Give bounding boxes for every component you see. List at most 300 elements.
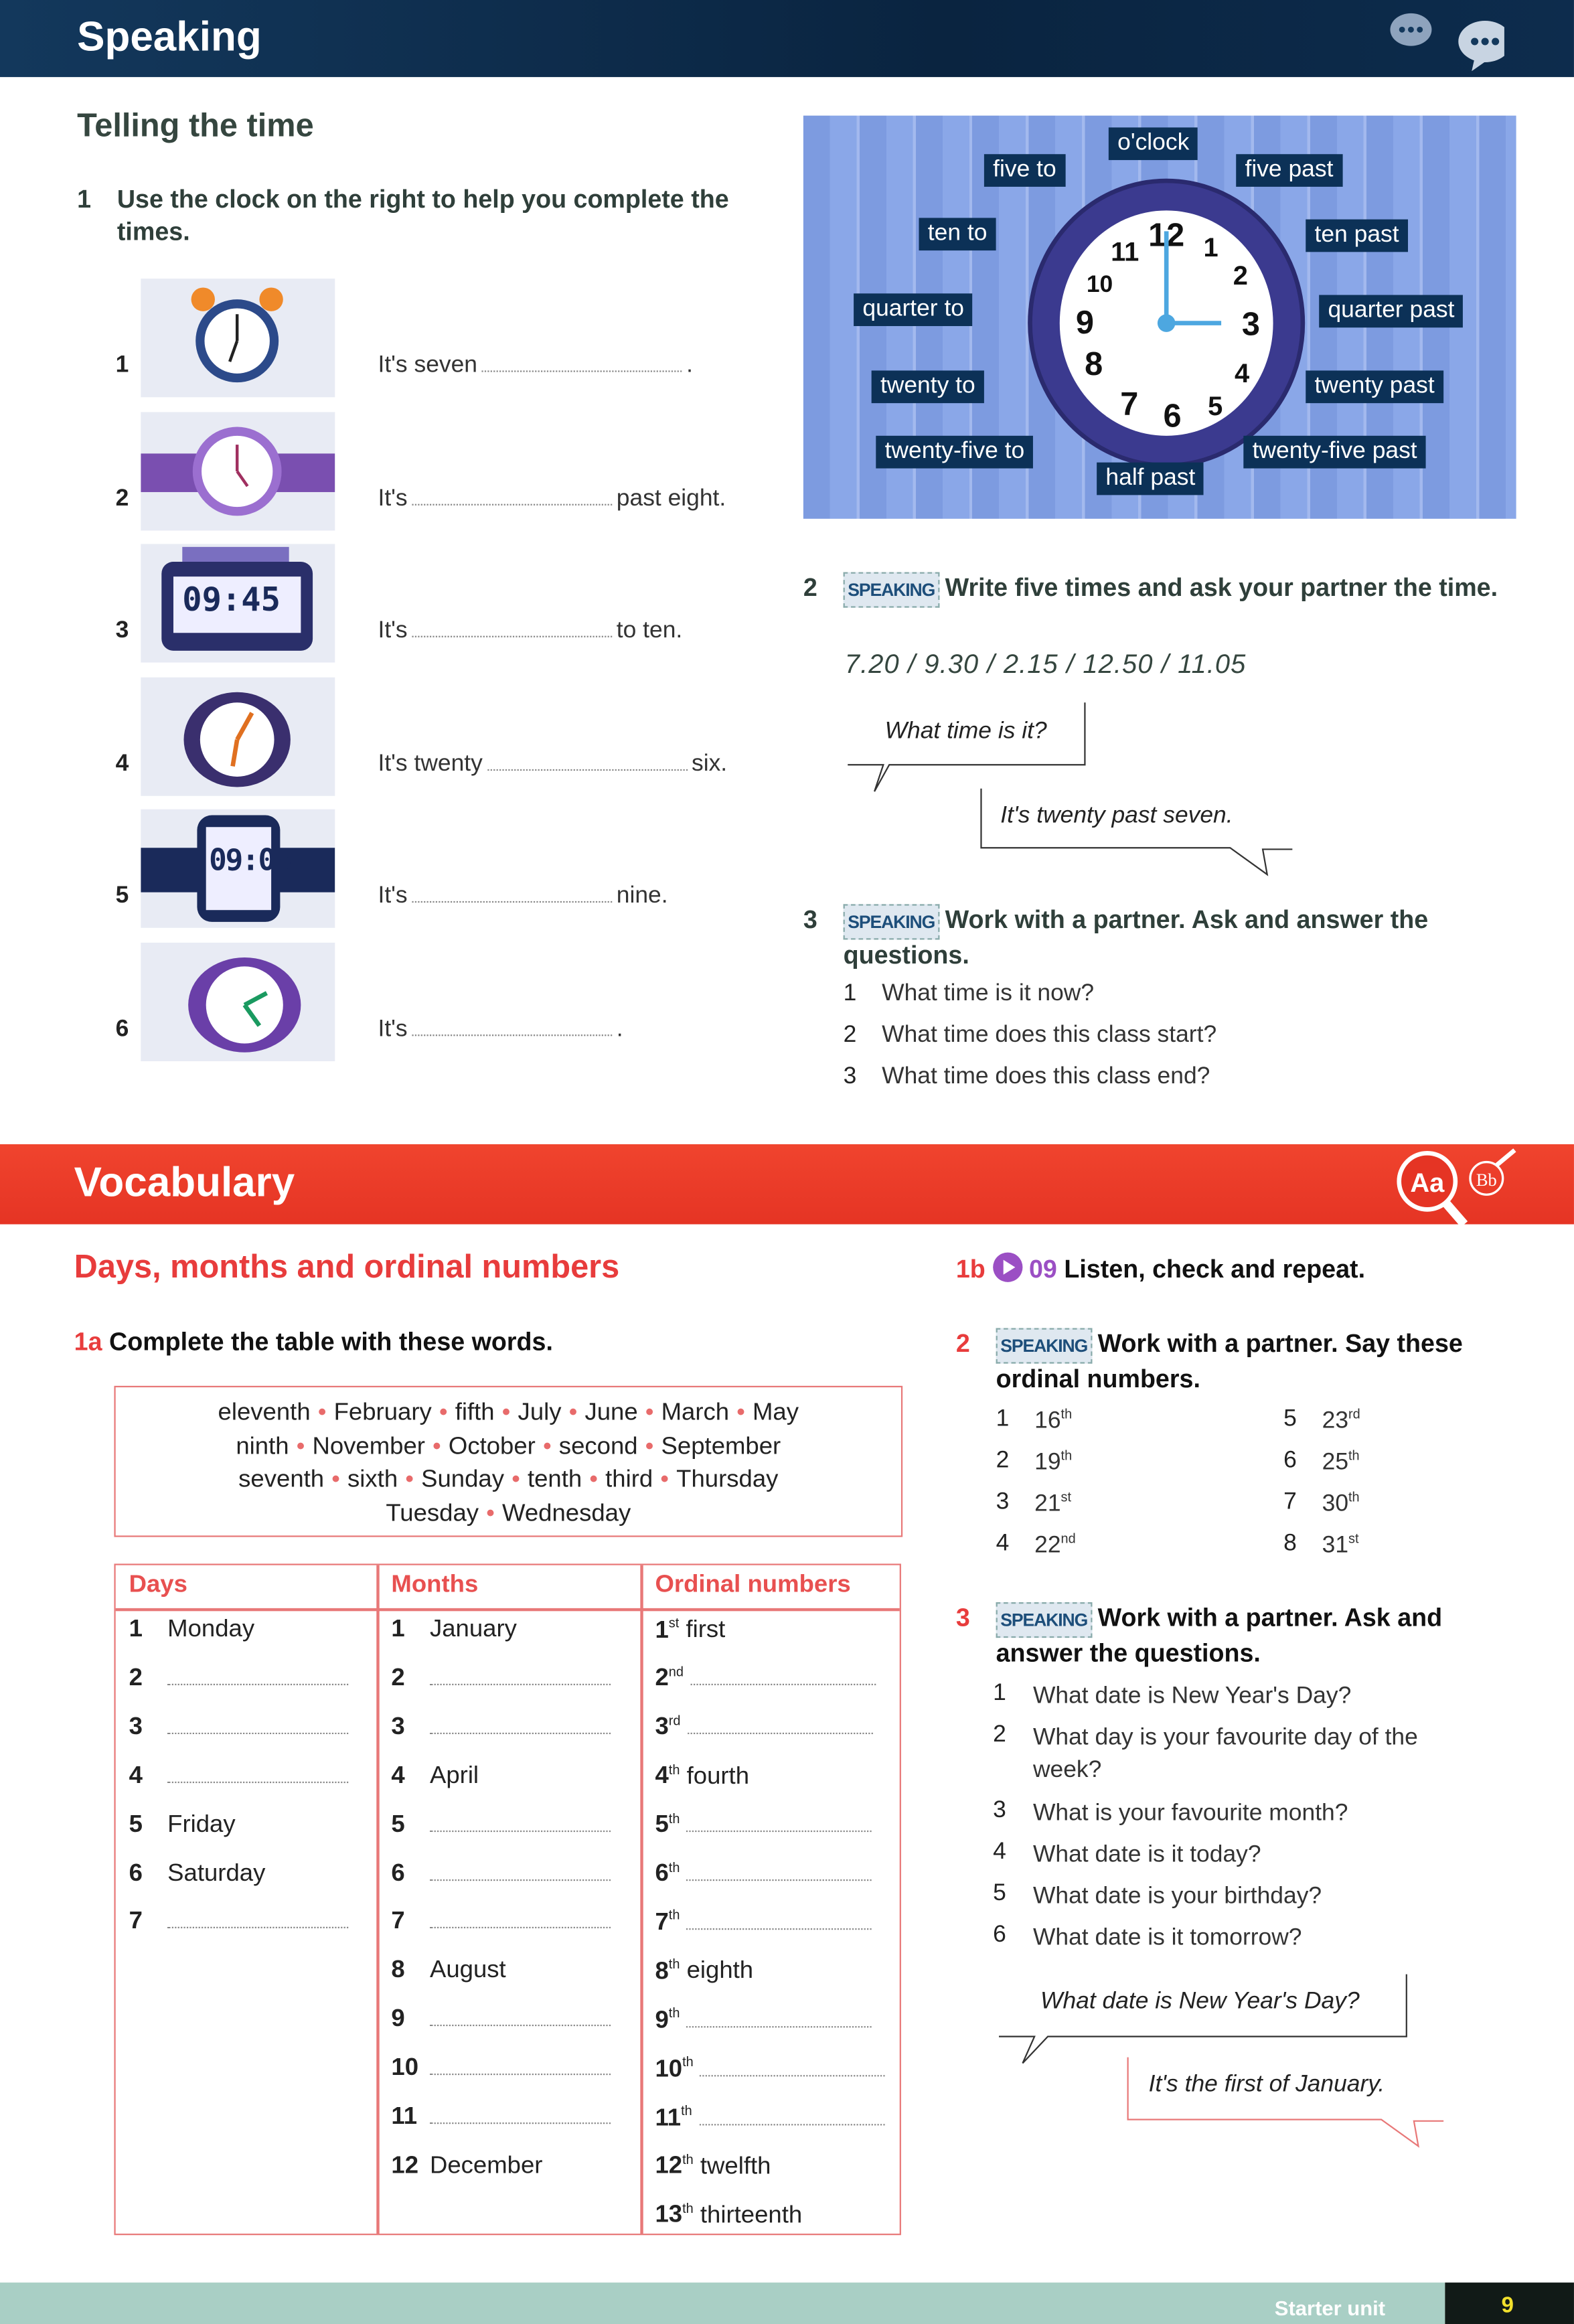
table-cell [391, 1762, 628, 1790]
cell-number: 1 [655, 1616, 669, 1643]
cell-number: 12 [391, 2152, 419, 2179]
item-number: 3 [996, 1489, 1010, 1515]
cell-number: 12 [655, 2153, 683, 2180]
vocab-exercise-2 [956, 1328, 1519, 1396]
ordinal-suffix: th [1060, 1448, 1073, 1463]
footer-unit: Starter unit [1274, 2296, 1386, 2320]
label-twenty-five-to: twenty-five to [876, 436, 1033, 469]
speaking-tag: SPEAKING [996, 1602, 1092, 1638]
speaking-title: Speaking [77, 13, 262, 60]
answer-blank[interactable] [430, 2104, 611, 2124]
cell-number: 7 [391, 1908, 405, 1935]
cell-number: 5 [129, 1810, 143, 1838]
vocabulary-title: Vocabulary [74, 1159, 295, 1205]
table-cell [655, 1664, 884, 1693]
sentence-start: It's [378, 1016, 408, 1042]
cell-number: 10 [655, 2055, 683, 2082]
speech-bubble-question: What date is New Year's Day? [1040, 1989, 1360, 2015]
sentence-start: It's [378, 883, 408, 909]
answer-blank[interactable] [430, 1812, 611, 1831]
ordinal-item [1034, 1407, 1072, 1436]
label-ten-to: ten to [919, 218, 996, 250]
ordinal-suffix: nd [668, 1664, 684, 1679]
fill-in-sentence [378, 751, 755, 778]
svg-text:12: 12 [1148, 217, 1185, 254]
cell-number: 9 [391, 2005, 405, 2033]
question-number: 1 [993, 1681, 1006, 1706]
item-number: 2 [996, 1448, 1010, 1474]
instruction-text: Write five times and ask your partner the time. [945, 573, 1498, 602]
item-number: 6 [1283, 1448, 1297, 1474]
word-bank-word: Sunday [421, 1466, 505, 1494]
table-cell [391, 1664, 628, 1693]
cell-word: Saturday [167, 1859, 266, 1886]
question-number: 3 [993, 1798, 1006, 1823]
sentence-start: It's twenty [378, 751, 483, 777]
table-cell [129, 1616, 366, 1644]
instruction-text: Listen, check and repeat. [1064, 1255, 1366, 1284]
table-cell [391, 1810, 628, 1839]
table-cell [391, 1616, 628, 1644]
cell-word: fourth [686, 1762, 750, 1790]
answer-blank[interactable] [412, 618, 612, 637]
label-oclock: o'clock [1109, 127, 1198, 160]
word-bank-word: sixth [347, 1466, 398, 1494]
exercise-number: 1a [74, 1328, 102, 1357]
header-days: Days [129, 1571, 187, 1598]
vocab-exercise-1a [74, 1326, 553, 1359]
ordinal-value: 25 [1322, 1450, 1349, 1476]
vocabulary-subtitle: Days, months and ordinal numbers [74, 1247, 620, 1286]
clock-alarm2-icon [141, 678, 335, 796]
separator-dot: • [331, 1466, 340, 1494]
ordinal-value: 19 [1034, 1450, 1061, 1476]
ordinal-suffix: nd [1060, 1531, 1076, 1546]
svg-text:9: 9 [1075, 305, 1094, 341]
answer-blank[interactable] [430, 1666, 611, 1685]
clock-illustration [803, 116, 1516, 519]
word-bank-word: June [584, 1399, 638, 1426]
aa-icon-text: Aa [1410, 1168, 1445, 1198]
exercise-number: 3 [803, 905, 817, 934]
speech-bubbles-icon [1386, 9, 1504, 71]
question-text: What day is your favourite day of the week? [1032, 1725, 1418, 1784]
svg-text:10: 10 [1086, 270, 1113, 298]
ordinal-suffix: th [682, 2054, 694, 2070]
cell-number: 6 [391, 1859, 405, 1886]
table-cell [655, 1859, 884, 1888]
cell-number: 4 [655, 1762, 669, 1790]
fill-in-sentence [378, 1017, 755, 1044]
column-divider [640, 1565, 642, 2234]
ordinal-item [1322, 1407, 1360, 1436]
cell-word: April [429, 1762, 479, 1789]
svg-text:1: 1 [1203, 232, 1218, 262]
question-text: What date is New Year's Day? [1032, 1683, 1352, 1709]
vocab-exercise-3 [956, 1602, 1519, 1671]
label-quarter-past: quarter past [1319, 295, 1464, 328]
separator-dot: • [645, 1399, 654, 1426]
ordinal-suffix: th [668, 1810, 680, 1826]
answer-blank[interactable] [167, 1715, 348, 1734]
clock-watch-icon [141, 412, 335, 530]
times-list: 7.20 / 9.30 / 2.15 / 12.50 / 11.05 [844, 649, 1247, 679]
table-cell [391, 2152, 628, 2180]
svg-text:6: 6 [1163, 398, 1182, 435]
instruction-text: Complete the table with these words. [109, 1328, 553, 1357]
separator-dot: • [736, 1399, 745, 1426]
clock-digital-icon [141, 544, 335, 662]
clock-alarm3-icon [141, 943, 335, 1061]
separator-dot: • [405, 1466, 414, 1494]
answer-blank[interactable] [412, 1017, 612, 1036]
answer-blank[interactable] [690, 1667, 876, 1686]
item-number: 1 [996, 1406, 1010, 1432]
answer-blank[interactable] [430, 2007, 611, 2027]
label-twenty-five-past: twenty-five past [1243, 436, 1426, 469]
cell-number: 11 [391, 2103, 418, 2131]
clock-digitalwatch-icon [141, 809, 335, 928]
question-text: What date is your birthday? [1032, 1883, 1322, 1910]
word-bank-word: October [448, 1432, 536, 1460]
word-bank-word: fifth [455, 1399, 495, 1426]
ordinal-suffix: th [1348, 1448, 1360, 1463]
page-number: 9 [1501, 2293, 1514, 2319]
label-five-to: five to [984, 154, 1065, 187]
sentence-end: to ten. [616, 618, 683, 643]
ordinal-suffix: th [668, 1762, 680, 1777]
separator-dot: • [589, 1466, 599, 1494]
speaking-tag: SPEAKING [844, 572, 939, 607]
svg-text:3: 3 [1241, 306, 1260, 343]
digital-display: 09:45 [182, 582, 281, 620]
question-text: What is your favourite month? [1032, 1800, 1348, 1827]
ordinal-suffix: st [668, 1615, 680, 1631]
word-bank [114, 1386, 902, 1537]
word-bank-word: second [558, 1432, 638, 1460]
cell-number: 5 [655, 1811, 669, 1839]
sentence-start: It's [378, 486, 408, 512]
table-cell [391, 1957, 628, 1985]
row-number: 2 [115, 486, 129, 512]
word-bank-word: May [753, 1399, 799, 1426]
word-bank-word: March [661, 1399, 730, 1426]
table-cell [655, 2006, 884, 2035]
answer-blank[interactable] [687, 2008, 872, 2027]
sentence-start: It's [378, 618, 408, 643]
ordinal-suffix: st [1348, 1531, 1359, 1546]
word-bank-line [116, 1497, 901, 1531]
table-cell [129, 1908, 366, 1936]
table-cell [655, 1762, 884, 1790]
exercise-number: 3 [955, 1604, 970, 1632]
cell-number: 3 [129, 1713, 143, 1740]
word-bank-word: Wednesday [502, 1500, 631, 1527]
cell-number: 7 [655, 1909, 669, 1936]
speaking-exercise-2 [803, 572, 1500, 607]
cell-word: Monday [167, 1615, 255, 1642]
svg-text:7: 7 [1120, 386, 1139, 422]
word-bank-word: September [661, 1432, 781, 1460]
exercise-number: 2 [803, 573, 817, 602]
footer-bar [0, 2282, 1445, 2324]
table-cell [129, 1762, 366, 1790]
answer-blank[interactable] [487, 751, 688, 771]
table-cell [129, 1810, 366, 1839]
ordinal-value: 30 [1322, 1491, 1349, 1517]
exercise-number: 1 [77, 185, 92, 214]
answer-blank[interactable] [167, 1764, 348, 1783]
ordinal-suffix: st [1060, 1489, 1072, 1504]
table-cell [391, 1713, 628, 1741]
separator-dot: • [439, 1399, 448, 1426]
table-cell [655, 2103, 884, 2132]
word-bank-word: February [333, 1399, 432, 1426]
answer-blank[interactable] [688, 1715, 873, 1735]
speech-bubble-answer: It's twenty past seven. [1000, 803, 1233, 829]
answer-blank[interactable] [412, 883, 612, 903]
label-half-past: half past [1097, 463, 1204, 495]
question-number: 3 [843, 1064, 857, 1090]
word-bank-word: tenth [527, 1466, 582, 1494]
answer-blank[interactable] [430, 2056, 611, 2076]
svg-text:2: 2 [1233, 261, 1248, 291]
ordinal-value: 21 [1034, 1491, 1061, 1517]
cell-number: 8 [391, 1956, 405, 1984]
answer-blank[interactable] [430, 1715, 611, 1734]
instruction-text: Use the clock on the right to help you complete the times. [116, 185, 729, 246]
cell-number: 8 [655, 1957, 669, 1985]
cell-number: 6 [129, 1859, 143, 1886]
cell-number: 3 [655, 1713, 669, 1741]
question-text: What time is it now? [882, 981, 1095, 1007]
answer-blank[interactable] [687, 1813, 872, 1833]
clock-face-icon [1026, 175, 1308, 471]
cell-number: 2 [391, 1664, 405, 1691]
ordinal-suffix: rd [668, 1713, 681, 1728]
word-bank-word: eleventh [218, 1399, 311, 1426]
answer-blank[interactable] [167, 1666, 348, 1685]
table-cell [391, 2103, 628, 2131]
ordinal-value: 23 [1322, 1408, 1349, 1434]
row-number: 5 [115, 883, 129, 909]
word-bank-word: seventh [238, 1466, 325, 1494]
question-text: What date is it today? [1032, 1842, 1261, 1868]
header-months: Months [391, 1571, 479, 1598]
ordinal-item [1322, 1448, 1360, 1477]
question-number: 1 [843, 981, 857, 1007]
table-cell [391, 1908, 628, 1936]
word-bank-line [116, 1430, 901, 1464]
cell-number: 2 [129, 1664, 143, 1691]
svg-text:5: 5 [1208, 391, 1223, 421]
cell-number: 10 [391, 2054, 419, 2082]
fill-in-sentence [378, 353, 755, 380]
ordinal-value: 16 [1034, 1408, 1061, 1434]
cell-number: 7 [129, 1908, 143, 1935]
ordinal-suffix: th [668, 1908, 680, 1924]
word-bank-word: November [312, 1432, 425, 1460]
separator-dot: • [568, 1399, 578, 1426]
speech-bubble-answer: It's the first of January. [1148, 2072, 1385, 2098]
ordinal-suffix: th [668, 1859, 680, 1875]
question-number: 5 [993, 1881, 1006, 1906]
item-number: 4 [996, 1531, 1010, 1557]
speech-bubble-question: What time is it? [884, 718, 1047, 745]
exercise-number: 1b [955, 1255, 986, 1284]
telling-time-heading: Telling the time [77, 106, 314, 144]
row-number: 1 [115, 352, 129, 378]
table-cell [129, 1713, 366, 1741]
sentence-start: It's seven [378, 352, 478, 378]
table-cell [655, 2054, 884, 2083]
answer-blank[interactable] [687, 1861, 872, 1881]
answer-blank[interactable] [430, 1910, 611, 1929]
bb-icon-text: Bb [1476, 1169, 1497, 1190]
cell-number: 4 [391, 1762, 405, 1789]
answer-blank[interactable] [167, 1910, 348, 1929]
cell-word: eighth [686, 1957, 754, 1985]
cell-word: January [429, 1615, 517, 1642]
table-cell [655, 2152, 884, 2181]
svg-text:4: 4 [1235, 359, 1250, 389]
word-bank-word: Thursday [676, 1466, 779, 1494]
label-five-past: five past [1236, 154, 1342, 187]
cell-word: thirteenth [700, 2201, 803, 2228]
table-cell [655, 2201, 884, 2230]
ordinal-item [1034, 1531, 1076, 1560]
row-number: 6 [115, 1016, 129, 1042]
sentence-end: nine. [616, 883, 668, 909]
table-cell [655, 1908, 884, 1937]
separator-dot: • [645, 1432, 654, 1460]
ordinal-suffix: th [668, 2005, 680, 2021]
sentence-end: . [616, 1016, 623, 1042]
separator-dot: • [432, 1432, 441, 1460]
exercise-number: 2 [955, 1329, 970, 1358]
separator-dot: • [660, 1466, 670, 1494]
separator-dot: • [317, 1399, 327, 1426]
question-number: 6 [993, 1922, 1006, 1948]
question-text: What date is it tomorrow? [1032, 1925, 1302, 1951]
table-cell [129, 1859, 366, 1887]
sentence-end: past eight. [616, 486, 726, 512]
item-number: 7 [1283, 1489, 1297, 1515]
label-twenty-past: twenty past [1306, 370, 1443, 403]
word-bank-word: ninth [236, 1432, 289, 1460]
cell-word: twelfth [700, 2153, 771, 2180]
cell-number: 6 [655, 1860, 669, 1887]
question-number: 2 [843, 1022, 857, 1049]
item-number: 8 [1283, 1531, 1297, 1557]
question-text: What time does this class start? [882, 1022, 1217, 1049]
table-cell [391, 2054, 628, 2082]
speaking-exercise-3 [803, 904, 1500, 972]
answer-blank[interactable] [482, 353, 682, 372]
question-number: 2 [993, 1722, 1006, 1748]
cell-word: first [686, 1616, 726, 1643]
ordinal-suffix: th [682, 2152, 694, 2167]
ordinal-suffix: th [1348, 1489, 1360, 1504]
exercise-1-instruction [77, 183, 759, 248]
separator-dot: • [296, 1432, 305, 1460]
answer-blank[interactable] [430, 1861, 611, 1880]
word-bank-word: third [605, 1466, 653, 1494]
cell-number: 3 [391, 1713, 405, 1740]
cell-number: 9 [655, 2006, 669, 2033]
ordinal-item [1034, 1490, 1071, 1519]
word-bank-word: Tuesday [386, 1500, 479, 1527]
cell-number: 13 [655, 2201, 683, 2228]
cell-number: 1 [129, 1615, 143, 1642]
table-cell [391, 2006, 628, 2034]
audio-track-number: 09 [1028, 1255, 1057, 1284]
label-ten-past: ten past [1306, 220, 1408, 252]
row-number: 4 [115, 751, 129, 777]
fill-in-sentence [378, 618, 755, 645]
ordinal-value: 31 [1322, 1533, 1349, 1559]
vocabulary-table [114, 1563, 900, 2235]
audio-play-icon[interactable] [992, 1253, 1022, 1282]
answer-blank[interactable] [700, 2057, 886, 2076]
separator-dot: • [542, 1432, 552, 1460]
separator-dot: • [501, 1399, 511, 1426]
header-ordinal-numbers: Ordinal numbers [655, 1571, 851, 1598]
ordinal-item [1034, 1448, 1072, 1477]
separator-dot: • [486, 1500, 495, 1527]
instruction-text: Work with a partner. Ask and answer the questions. [843, 905, 1429, 970]
separator-dot: • [511, 1466, 520, 1494]
svg-text:8: 8 [1085, 346, 1103, 383]
answer-blank[interactable] [412, 486, 612, 506]
table-cell [391, 1859, 628, 1887]
label-twenty-to: twenty to [872, 370, 984, 403]
ordinal-suffix: th [1060, 1406, 1073, 1421]
header-divider [116, 1608, 900, 1610]
answer-blank[interactable] [687, 1910, 872, 1930]
cell-number: 5 [391, 1810, 405, 1838]
ordinal-item [1322, 1490, 1360, 1519]
column-divider [376, 1565, 378, 2234]
ordinal-suffix: th [681, 2103, 692, 2118]
table-cell [655, 1810, 884, 1839]
ordinal-suffix: th [682, 2200, 694, 2216]
question-number: 4 [993, 1839, 1006, 1865]
cell-word: Friday [167, 1810, 236, 1838]
table-cell [655, 1713, 884, 1742]
ordinal-suffix: th [668, 1956, 680, 1972]
table-cell [129, 1664, 366, 1693]
digital-display: 09:05 [209, 842, 291, 878]
table-cell [655, 1616, 884, 1644]
speaking-tag: SPEAKING [844, 904, 939, 939]
cell-word: August [429, 1956, 506, 1984]
sentence-end: six. [692, 751, 728, 777]
answer-blank[interactable] [699, 2106, 884, 2125]
question-text: What time does this class end? [882, 1064, 1210, 1090]
word-bank-line [116, 1396, 901, 1429]
ordinal-item [1322, 1531, 1359, 1560]
svg-text:11: 11 [1111, 237, 1139, 267]
sentence-end: . [686, 352, 694, 378]
instruction-text: Work with a partner. Ask and answer the questions. [996, 1604, 1443, 1668]
cell-number: 2 [655, 1664, 669, 1692]
word-bank-word: July [518, 1399, 562, 1426]
label-quarter-to: quarter to [854, 293, 973, 326]
table-cell [655, 1957, 884, 1986]
instruction-text: Work with a partner. Say these ordinal numbers. [996, 1329, 1463, 1393]
fill-in-sentence [378, 883, 755, 910]
